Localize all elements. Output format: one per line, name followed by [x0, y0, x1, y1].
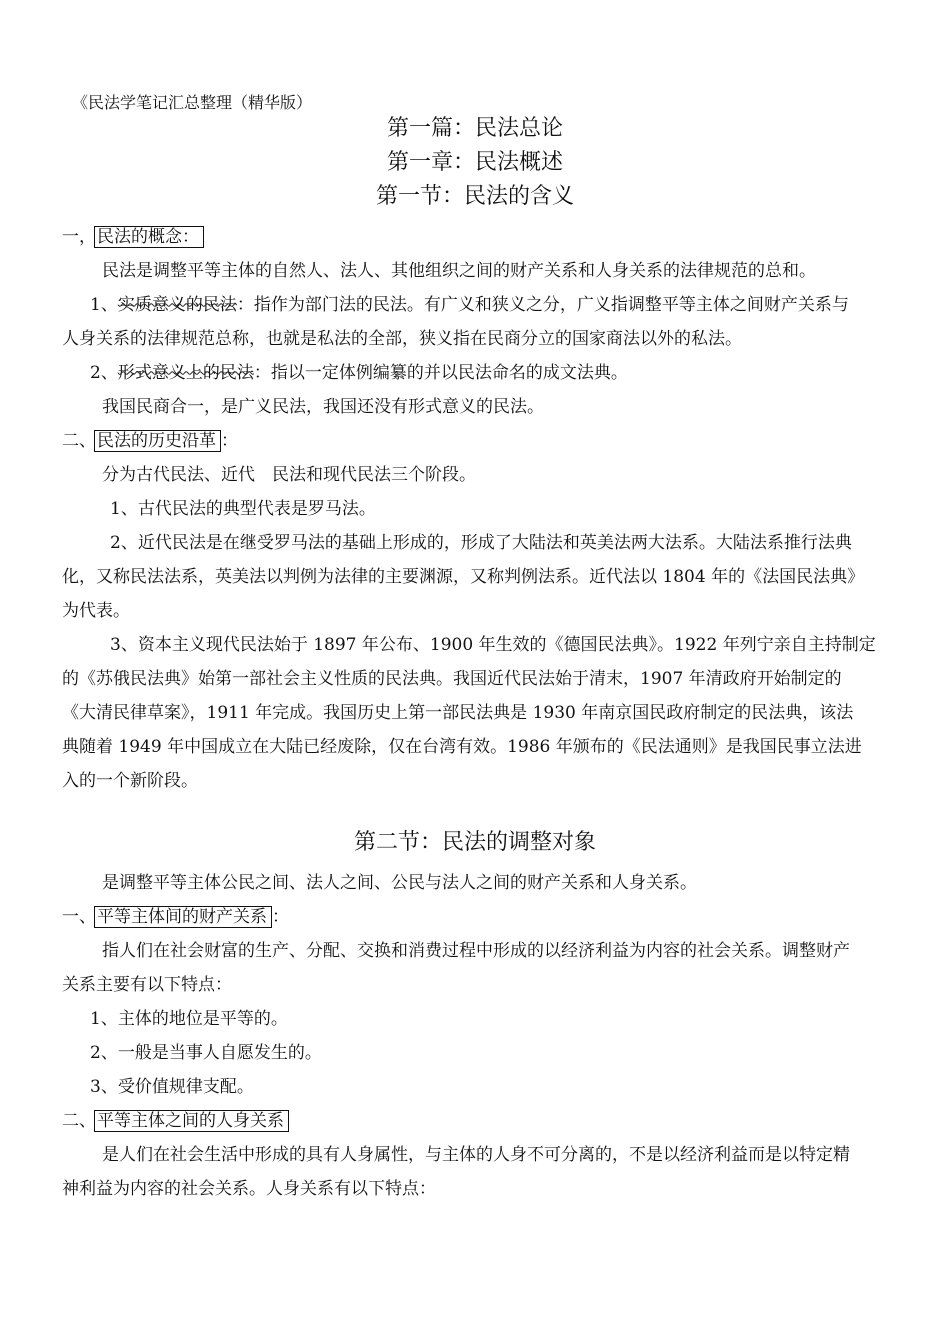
paragraph-line: 人身关系的法律规范总称，也就是私法的全部，狭义指在民商分立的国家商法以外的私法。 — [62, 329, 742, 349]
paragraph-line: 是人们在社会生活中形成的具有人身属性，与主体的人身不可分离的，不是以经济利益而是以特定精 — [102, 1145, 850, 1165]
document-title: 《民法学笔记汇总整理（精华版） — [72, 93, 313, 112]
part-title: 第一篇：民法总论 — [386, 116, 563, 141]
paragraph: 分为古代民法、近代 民法和现代民法三个阶段。 — [102, 465, 476, 485]
paragraph-line: 为代表。 — [62, 601, 130, 621]
paragraph-line: 的《苏俄民法典》始第一部社会主义性质的民法典。我国近代民法始于清末，1907 年清政府开始制定的 — [62, 669, 842, 689]
list-item-formal: 2、形式意义上的民法：指以一定体例编纂的并以民法命名的成文法典。 — [90, 363, 628, 383]
struck-term: 形式意义上的民法 — [117, 363, 254, 383]
paragraph: 1、古代民法的典型代表是罗马法。 — [110, 499, 376, 519]
struck-term: 实质意义的民法 — [117, 295, 237, 315]
paragraph: 民法是调整平等主体的自然人、法人、其他组织之间的财产关系和人身关系的法律规范的总和。 — [102, 261, 816, 281]
boxed-term-history: 民法的历史沿革 — [94, 430, 221, 452]
section-title-1: 第一节：民法的含义 — [375, 184, 574, 209]
heading-property: 一、平等主体间的财产关系 ： — [62, 907, 289, 927]
boxed-term-property: 平等主体间的财产关系 — [94, 906, 272, 928]
boxed-term-concept: 民法的概念： — [94, 226, 204, 248]
paragraph: 我国民商合一，是广义民法，我国还没有形式意义的民法。 — [102, 397, 544, 417]
list-item: 2、一般是当事人自愿发生的。 — [90, 1043, 322, 1063]
heading-concept — [62, 226, 204, 248]
paragraph-line: 典随着 1949 年中国成立在大陆已经废除，仅在台湾有效。1986 年颁布的《民法通则》是我国民事立法进 — [62, 737, 862, 757]
paragraph-line: 2、近代民法是在继受罗马法的基础上形成的，形成了大陆法和英美法两大法系。大陆法系推行法典 — [110, 533, 852, 553]
paragraph-line: 关系主要有以下特点： — [62, 975, 232, 995]
list-item: 1、主体的地位是平等的。 — [90, 1009, 288, 1029]
heading-history: 二、民法的历史沿革 ： — [62, 431, 238, 451]
heading-personal: 二、平等主体之间的人身关系 — [62, 1110, 289, 1132]
list-item-substantive: 1、实质意义的民法：指作为部门法的民法。有广义和狭义之分，广义指调整平等主体之间财产关系与 — [90, 295, 849, 315]
boxed-term-personal: 平等主体之间的人身关系 — [94, 1110, 289, 1132]
section-title-2: 第二节：民法的调整对象 — [353, 830, 596, 855]
paragraph-line: 入的一个新阶段。 — [62, 771, 198, 791]
paragraph-line: 3、资本主义现代民法始于 1897 年公布、1900 年生效的《德国民法典》。1922 年列宁亲自主持制定 — [110, 635, 876, 655]
list-item: 3、受价值规律支配。 — [90, 1077, 254, 1097]
paragraph-line: 神利益为内容的社会关系。人身关系有以下特点： — [62, 1179, 436, 1199]
paragraph-line: 化，又称民法法系，英美法以判例为法律的主要渊源，又称判例法系。近代法以 1804 年的《法国民法典》 — [62, 567, 865, 587]
paragraph-line: 《大清民律草案》，1911 年完成。我国历史上第一部民法典是 1930 年南京国民政府制定的民法典，该法 — [62, 703, 854, 723]
chapter-title: 第一章：民法概述 — [386, 150, 563, 175]
heading-prefix: 一， — [62, 227, 96, 247]
paragraph: 是调整平等主体公民之间、法人之间、公民与法人之间的财产关系和人身关系。 — [102, 873, 697, 893]
paragraph-line: 指人们在社会财富的生产、分配、交换和消费过程中形成的以经济利益为内容的社会关系。调整财产 — [102, 941, 850, 961]
